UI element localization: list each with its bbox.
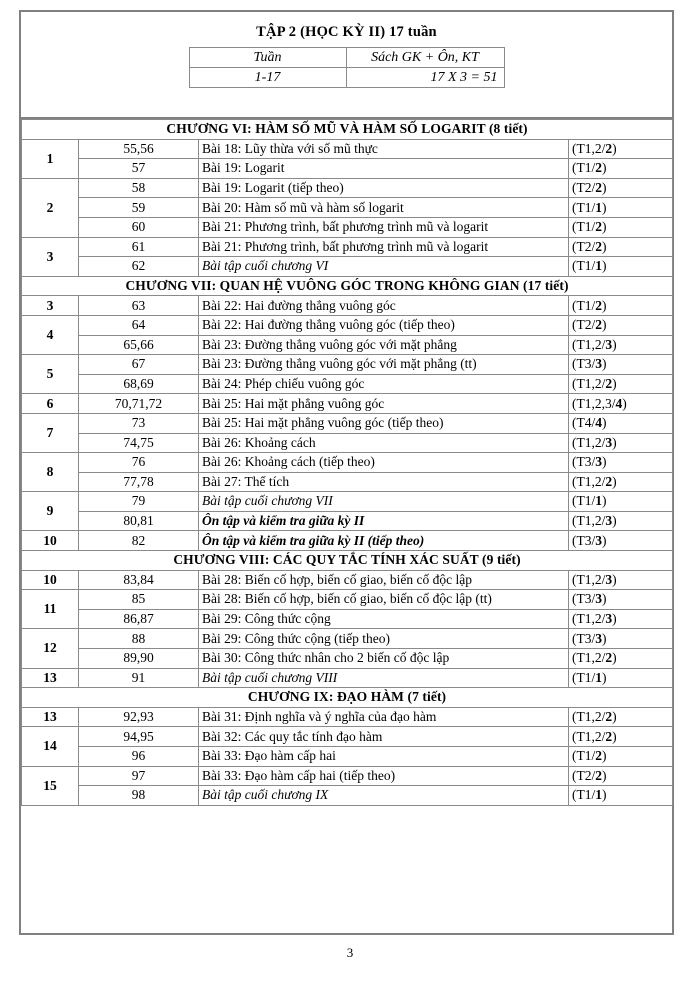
period-suffix: ) xyxy=(612,336,617,352)
period-prefix: (T3/ xyxy=(572,591,596,607)
period-suffix: ) xyxy=(602,415,607,431)
period-total: 2 xyxy=(605,650,613,666)
period-total: 2 xyxy=(605,375,613,391)
summary-value-row xyxy=(189,68,504,88)
content-cell: Bài tập cuối chương VI xyxy=(199,257,569,277)
content-cell: Bài 28: Biến cố hợp, biến cố giao, biến cố độc lập xyxy=(199,570,569,590)
chapter-heading-row xyxy=(22,551,673,571)
period-suffix: ) xyxy=(602,787,607,803)
chapter-heading-row xyxy=(22,688,673,708)
period-cell xyxy=(569,707,673,727)
lesson-number-cell: 76 xyxy=(79,453,199,473)
period-prefix: (T3/ xyxy=(572,356,596,372)
content-cell: Bài tập cuối chương IX xyxy=(199,786,569,806)
lesson-number-cell: 94,95 xyxy=(79,727,199,747)
content-cell: Bài 27: Thể tích xyxy=(199,472,569,492)
period-suffix: ) xyxy=(612,473,617,489)
period-cell xyxy=(569,217,673,237)
lesson-number-cell: 74,75 xyxy=(79,433,199,453)
period-cell xyxy=(569,668,673,688)
content-cell: Bài 31: Định nghĩa và ý nghĩa của đạo hàm xyxy=(199,707,569,727)
lesson-number-cell: 79 xyxy=(79,492,199,512)
period-total: 3 xyxy=(595,630,602,646)
table-row xyxy=(22,590,673,610)
lesson-number-cell: 63 xyxy=(79,296,199,316)
table-row xyxy=(22,786,673,806)
summary-header-book: Sách GK + Ôn, KT xyxy=(346,48,504,68)
content-cell: Bài 23: Đường thẳng vuông góc với mặt phẳng xyxy=(199,335,569,355)
period-prefix: (T1,2/ xyxy=(572,611,606,627)
period-cell xyxy=(569,315,673,335)
period-total: 4 xyxy=(595,415,602,431)
period-suffix: ) xyxy=(602,297,607,313)
period-total: 2 xyxy=(595,160,602,176)
week-cell: 4 xyxy=(22,315,79,354)
chapter-heading-row xyxy=(22,276,673,296)
table-row xyxy=(22,707,673,727)
period-total: 2 xyxy=(595,219,602,235)
table-row xyxy=(22,374,673,394)
period-prefix: (T1,2,3/ xyxy=(572,395,616,411)
week-cell: 12 xyxy=(22,629,79,668)
period-prefix: (T1/ xyxy=(572,669,596,685)
table-row xyxy=(22,139,673,159)
summary-header-row xyxy=(189,48,504,68)
period-suffix: ) xyxy=(612,375,617,391)
period-prefix: (T1,2/ xyxy=(572,728,606,744)
period-suffix: ) xyxy=(602,748,607,764)
content-cell: Bài 28: Biến cố hợp, biến cố giao, biến cố độc lập (tt) xyxy=(199,590,569,610)
content-cell: Ôn tập và kiểm tra giữa kỳ II (tiếp theo) xyxy=(199,531,569,551)
period-prefix: (T1,2/ xyxy=(572,434,606,450)
period-prefix: (T1,2/ xyxy=(572,709,606,725)
table-row xyxy=(22,315,673,335)
table-row xyxy=(22,355,673,375)
period-suffix: ) xyxy=(602,630,607,646)
lesson-number-cell: 98 xyxy=(79,786,199,806)
table-row xyxy=(22,531,673,551)
week-cell: 11 xyxy=(22,590,79,629)
lesson-number-cell: 59 xyxy=(79,198,199,218)
period-total: 2 xyxy=(605,140,613,156)
lesson-number-cell: 88 xyxy=(79,629,199,649)
period-cell xyxy=(569,139,673,159)
content-cell: Bài 21: Phương trình, bất phương trình mũ và logarit xyxy=(199,237,569,257)
period-total: 3 xyxy=(595,532,602,548)
lesson-number-cell: 77,78 xyxy=(79,472,199,492)
lesson-number-cell: 70,71,72 xyxy=(79,394,199,414)
period-suffix: ) xyxy=(602,258,607,274)
period-cell xyxy=(569,609,673,629)
period-cell xyxy=(569,198,673,218)
period-prefix: (T1,2/ xyxy=(572,513,606,529)
week-cell: 10 xyxy=(22,531,79,551)
period-cell xyxy=(569,413,673,433)
week-cell: 10 xyxy=(22,570,79,590)
period-suffix: ) xyxy=(602,454,607,470)
week-cell: 5 xyxy=(22,355,79,394)
content-cell: Bài 30: Công thức nhân cho 2 biến cố độc lập xyxy=(199,649,569,669)
period-cell xyxy=(569,570,673,590)
period-suffix: ) xyxy=(602,493,607,509)
period-total: 3 xyxy=(605,513,613,529)
summary-header-week: Tuần xyxy=(189,48,346,68)
chapter-heading: CHƯƠNG VII: QUAN HỆ VUÔNG GÓC TRONG KHÔNG GIAN (17 tiết) xyxy=(22,276,673,296)
period-prefix: (T1/ xyxy=(572,258,596,274)
chapter-heading-row xyxy=(22,120,673,140)
period-cell xyxy=(569,747,673,767)
lesson-number-cell: 80,81 xyxy=(79,511,199,531)
period-suffix: ) xyxy=(612,650,617,666)
table-row xyxy=(22,335,673,355)
period-cell xyxy=(569,786,673,806)
period-cell xyxy=(569,433,673,453)
table-row xyxy=(22,198,673,218)
page-title: TẬP 2 (HỌC KỲ II) 17 tuần xyxy=(256,24,437,40)
content-cell: Bài 19: Logarit (tiếp theo) xyxy=(199,178,569,198)
period-prefix: (T1/ xyxy=(572,748,596,764)
period-prefix: (T2/ xyxy=(572,238,596,254)
lesson-number-cell: 83,84 xyxy=(79,570,199,590)
content-cell: Bài 22: Hai đường thẳng vuông góc xyxy=(199,296,569,316)
period-total: 2 xyxy=(595,179,602,195)
content-cell: Bài 19: Logarit xyxy=(199,159,569,179)
table-row xyxy=(22,453,673,473)
schedule-table xyxy=(21,119,673,806)
lesson-number-cell: 58 xyxy=(79,178,199,198)
period-prefix: (T2/ xyxy=(572,179,596,195)
period-prefix: (T2/ xyxy=(572,767,596,783)
table-row xyxy=(22,747,673,767)
period-total: 3 xyxy=(605,336,613,352)
period-cell xyxy=(569,335,673,355)
period-prefix: (T1/ xyxy=(572,787,596,803)
period-total: 3 xyxy=(605,571,613,587)
period-suffix: ) xyxy=(602,767,607,783)
period-total: 2 xyxy=(595,238,602,254)
lesson-number-cell: 65,66 xyxy=(79,335,199,355)
period-cell xyxy=(569,472,673,492)
table-row xyxy=(22,766,673,786)
period-suffix: ) xyxy=(602,160,607,176)
period-prefix: (T1,2/ xyxy=(572,375,606,391)
period-suffix: ) xyxy=(612,140,617,156)
summary-table xyxy=(189,47,505,88)
period-total: 3 xyxy=(595,591,602,607)
period-total: 2 xyxy=(595,297,602,313)
period-total: 3 xyxy=(605,611,613,627)
summary-value-book: 17 X 3 = 51 xyxy=(346,68,504,88)
period-cell xyxy=(569,178,673,198)
period-total: 2 xyxy=(595,317,602,333)
period-suffix: ) xyxy=(602,219,607,235)
lesson-number-cell: 67 xyxy=(79,355,199,375)
content-cell: Bài 23: Đường thẳng vuông góc với mặt phẳng (tt) xyxy=(199,355,569,375)
period-prefix: (T1/ xyxy=(572,297,596,313)
period-prefix: (T3/ xyxy=(572,454,596,470)
table-row xyxy=(22,178,673,198)
period-suffix: ) xyxy=(602,356,607,372)
period-prefix: (T1,2/ xyxy=(572,650,606,666)
period-prefix: (T4/ xyxy=(572,415,596,431)
period-cell xyxy=(569,511,673,531)
content-cell: Bài 26: Khoảng cách (tiếp theo) xyxy=(199,453,569,473)
period-cell xyxy=(569,159,673,179)
table-row xyxy=(22,649,673,669)
period-cell xyxy=(569,453,673,473)
period-cell xyxy=(569,237,673,257)
table-row xyxy=(22,296,673,316)
period-prefix: (T3/ xyxy=(572,630,596,646)
table-row xyxy=(22,433,673,453)
week-cell: 1 xyxy=(22,139,79,178)
period-cell xyxy=(569,629,673,649)
lesson-number-cell: 91 xyxy=(79,668,199,688)
lesson-number-cell: 62 xyxy=(79,257,199,277)
period-total: 1 xyxy=(595,258,602,274)
period-total: 2 xyxy=(595,748,602,764)
header-band xyxy=(21,12,672,119)
period-cell xyxy=(569,296,673,316)
table-row xyxy=(22,394,673,414)
content-cell: Bài tập cuối chương VIII xyxy=(199,668,569,688)
content-cell: Bài 33: Đạo hàm cấp hai xyxy=(199,747,569,767)
table-row xyxy=(22,629,673,649)
period-prefix: (T1/ xyxy=(572,199,596,215)
content-cell: Bài 22: Hai đường thẳng vuông góc (tiếp theo) xyxy=(199,315,569,335)
period-cell xyxy=(569,766,673,786)
page-frame xyxy=(19,10,674,935)
period-cell xyxy=(569,355,673,375)
period-total: 4 xyxy=(615,395,623,411)
period-total: 1 xyxy=(595,787,602,803)
week-cell: 3 xyxy=(22,296,79,316)
week-cell: 9 xyxy=(22,492,79,531)
period-prefix: (T1/ xyxy=(572,493,596,509)
content-cell: Ôn tập và kiểm tra giữa kỳ II xyxy=(199,511,569,531)
lesson-number-cell: 64 xyxy=(79,315,199,335)
period-prefix: (T3/ xyxy=(572,532,596,548)
content-cell: Bài 29: Công thức cộng (tiếp theo) xyxy=(199,629,569,649)
content-cell: Bài tập cuối chương VII xyxy=(199,492,569,512)
period-suffix: ) xyxy=(612,709,617,725)
period-suffix: ) xyxy=(612,434,617,450)
week-cell: 13 xyxy=(22,668,79,688)
period-suffix: ) xyxy=(612,611,617,627)
lesson-number-cell: 60 xyxy=(79,217,199,237)
content-cell: Bài 26: Khoảng cách xyxy=(199,433,569,453)
table-row xyxy=(22,570,673,590)
period-cell xyxy=(569,394,673,414)
lesson-number-cell: 61 xyxy=(79,237,199,257)
content-cell: Bài 20: Hàm số mũ và hàm số logarit xyxy=(199,198,569,218)
period-cell xyxy=(569,374,673,394)
lesson-number-cell: 86,87 xyxy=(79,609,199,629)
period-total: 3 xyxy=(595,454,602,470)
period-total: 2 xyxy=(595,767,602,783)
lesson-number-cell: 82 xyxy=(79,531,199,551)
period-suffix: ) xyxy=(612,728,617,744)
period-suffix: ) xyxy=(602,179,607,195)
table-row xyxy=(22,159,673,179)
chapter-heading: CHƯƠNG IX: ĐẠO HÀM (7 tiết) xyxy=(22,688,673,708)
period-suffix: ) xyxy=(602,669,607,685)
week-cell: 2 xyxy=(22,178,79,237)
page-number: 3 xyxy=(346,945,354,960)
lesson-number-cell: 85 xyxy=(79,590,199,610)
period-cell xyxy=(569,649,673,669)
period-suffix: ) xyxy=(602,532,607,548)
week-cell: 7 xyxy=(22,413,79,452)
period-prefix: (T1,2/ xyxy=(572,571,606,587)
content-cell: Bài 25: Hai mặt phẳng vuông góc (tiếp theo) xyxy=(199,413,569,433)
table-row xyxy=(22,217,673,237)
period-total: 2 xyxy=(605,709,613,725)
week-cell: 14 xyxy=(22,727,79,766)
summary-value-week: 1-17 xyxy=(189,68,346,88)
period-prefix: (T1/ xyxy=(572,219,596,235)
period-total: 2 xyxy=(605,728,613,744)
chapter-heading: CHƯƠNG VI: HÀM SỐ MŨ VÀ HÀM SỐ LOGARIT (8 tiết) xyxy=(22,120,673,140)
period-total: 1 xyxy=(595,199,602,215)
week-cell: 13 xyxy=(22,707,79,727)
lesson-number-cell: 97 xyxy=(79,766,199,786)
week-cell: 6 xyxy=(22,394,79,414)
period-cell xyxy=(569,531,673,551)
lesson-number-cell: 73 xyxy=(79,413,199,433)
lesson-number-cell: 57 xyxy=(79,159,199,179)
schedule-container xyxy=(21,119,672,933)
period-prefix: (T1,2/ xyxy=(572,473,606,489)
content-cell: Bài 29: Công thức cộng xyxy=(199,609,569,629)
content-cell: Bài 18: Lũy thừa với số mũ thực xyxy=(199,139,569,159)
period-suffix: ) xyxy=(602,199,607,215)
period-prefix: (T1,2/ xyxy=(572,140,606,156)
period-total: 1 xyxy=(595,493,602,509)
table-row xyxy=(22,413,673,433)
content-cell: Bài 25: Hai mặt phẳng vuông góc xyxy=(199,394,569,414)
table-row xyxy=(22,511,673,531)
table-row xyxy=(22,609,673,629)
period-prefix: (T1,2/ xyxy=(572,336,606,352)
chapter-heading: CHƯƠNG VIII: CÁC QUY TẮC TÍNH XÁC SUẤT (9 tiết) xyxy=(22,551,673,571)
lesson-number-cell: 96 xyxy=(79,747,199,767)
table-row xyxy=(22,237,673,257)
content-cell: Bài 24: Phép chiếu vuông góc xyxy=(199,374,569,394)
period-suffix: ) xyxy=(602,591,607,607)
lesson-number-cell: 92,93 xyxy=(79,707,199,727)
week-cell: 8 xyxy=(22,453,79,492)
period-total: 3 xyxy=(605,434,613,450)
lesson-number-cell: 89,90 xyxy=(79,649,199,669)
table-row xyxy=(22,492,673,512)
period-suffix: ) xyxy=(602,317,607,333)
content-cell: Bài 32: Các quy tắc tính đạo hàm xyxy=(199,727,569,747)
lesson-number-cell: 68,69 xyxy=(79,374,199,394)
period-suffix: ) xyxy=(612,571,617,587)
week-cell: 15 xyxy=(22,766,79,805)
content-cell: Bài 21: Phương trình, bất phương trình mũ và logarit xyxy=(199,217,569,237)
period-total: 1 xyxy=(595,669,602,685)
period-cell xyxy=(569,492,673,512)
period-cell xyxy=(569,257,673,277)
period-suffix: ) xyxy=(612,513,617,529)
lesson-number-cell: 55,56 xyxy=(79,139,199,159)
period-prefix: (T2/ xyxy=(572,317,596,333)
table-row xyxy=(22,257,673,277)
table-row xyxy=(22,668,673,688)
period-prefix: (T1/ xyxy=(572,160,596,176)
period-cell xyxy=(569,590,673,610)
period-suffix: ) xyxy=(602,238,607,254)
content-cell: Bài 33: Đạo hàm cấp hai (tiếp theo) xyxy=(199,766,569,786)
period-cell xyxy=(569,727,673,747)
period-total: 2 xyxy=(605,473,613,489)
period-total: 3 xyxy=(595,356,602,372)
table-row xyxy=(22,472,673,492)
week-cell: 3 xyxy=(22,237,79,276)
table-row xyxy=(22,727,673,747)
period-suffix: ) xyxy=(622,395,627,411)
